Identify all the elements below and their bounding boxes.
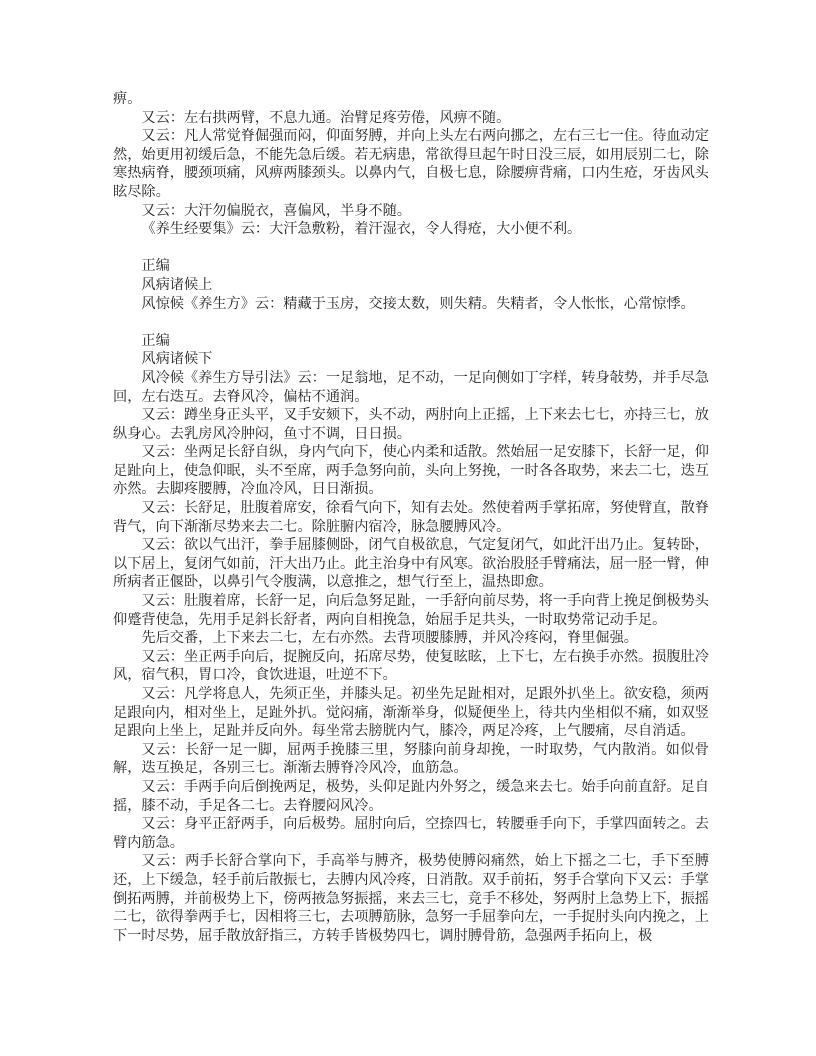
paragraph: 又云：坐两足长舒自纵，身内气向下，使心内柔和适散。然始屈一足安膝下，长舒一足，仰足趾向上，使急仰眠，头不至席，两手急努向前，头向上努挽，一时各各取势，来去二七，迭互亦然。去脚疼腰膊，冷血冷风，日日渐损。 — [113, 444, 709, 498]
paragraph: 痹。 — [113, 91, 142, 107]
paragraph: 又云：坐正两手向后，捉腕反向，拓席尽势，使复眩眩，上下七，左右换手亦然。损腹肚冷风，宿气积，胃口冷，食饮进退，吐逆不下。 — [113, 648, 709, 684]
paragraph: 又云：凡人常觉脊倔强而闷，仰面努膊，并向上头左右两向挪之，左右三七一住。待血动定然，始更用初缓后急，不能先急后缓。若无病患，常欲得旦起午时日没三辰，如用辰别二七，除寒热病脊，腰颈项痛，风痹两膝颈头。以鼻内气，自极七息，除腰痹背痛，口内生疮，牙齿风头眩尽除。 — [113, 128, 709, 200]
paragraph: 《养生经要集》云：大汗急敷粉，着汗湿衣，令人得疮，大小便不利。 — [141, 221, 582, 238]
paragraph: 又云：大汗勿偏脱衣，喜偏风，半身不随。 — [141, 202, 411, 219]
paragraph: 又云：凡学将息人，先须正坐，并膝头足。初坐先足趾相对，足跟外扒坐上。欲安稳，须两足跟向内，相对坐上，足趾外扒。觉闷痛，渐渐举身，似疑便坐上，待共内坐相似不痛，如双竖足跟向上坐上，足趾并反向外。每坐常去膀胱内气，膝冷，两足冷疼，上气腰痛，尽自消适。 — [113, 686, 709, 740]
paragraph: 又云：身平正舒两手，向后极势。屈肘向后，空捺四七，转腰垂手向下，手掌四面转之。去臂内筋急。 — [113, 816, 709, 851]
blank-line — [113, 313, 709, 332]
paragraph: 正编 — [141, 258, 170, 275]
paragraph: 又云：欲以气出汗，拳手屈膝侧卧，闭气自极欲息，气定复闭气，如此汗出乃止。复转卧，以下居上，复闭气如前，汗大出乃止。此主治身中有风寒。欲治股胫手臂痛法，屈一胫一臂，伸所病者正偃卧，以鼻引气令腹满，以意推之，想气行至上，温热即愈。 — [113, 537, 709, 591]
paragraph: 又云：两手长舒合掌向下，手高举与膊齐，极势使膊闷痛然，始上下摇之二七，手下至膊还，上下缓急，轻手前后散振七，去膊内风冷疼，日消散。双手前拓，努手合掌向下又云：手掌倒拓两膊，并前极势上下，傍两掖急努振摇，来去三七，竞手不移处，努两肘上急势上下，振摇二七，欲得拳两手七，因相将三七，去项膊筋脉，急努一手屈拳向左，一手捉肘头向内挽之，上下一时尽势，屈手散放舒指三，方转手皆极势四七，调肘膊骨筋，急强两手拓向上，极 — [113, 853, 709, 944]
paragraph: 又云：蹲坐身正头平，叉手安颏下，头不动，两肘向上正摇，上下来去七七，亦持三七，放纵身心。去乳房风冷肿闷，鱼寸不调，日日损。 — [113, 407, 709, 442]
paragraph: 风病诸候上 — [141, 276, 213, 293]
text-block — [113, 90, 709, 945]
paragraph: 风病诸候下 — [141, 351, 213, 368]
blank-line — [113, 239, 709, 258]
paragraph: 又云：肚腹着席，长舒一足，向后急努足趾，一手舒向前尽势，将一手向背上挽足倒极势头仰蹙背使急，先用手足斜长舒者，两向自相挽急，始屈手足共头，一时取势常记动手足。 — [113, 593, 709, 628]
paragraph: 风惊候《养生方》云：精藏于玉房，交接太数，则失精。失精者，令人怅怅，心常惊悸。 — [141, 295, 695, 312]
paragraph: 先后交番，上下来去二七，左右亦然。去背项腰膝膊，并风冷疼闷，脊里倔强。 — [141, 630, 638, 647]
paragraph: 又云：手两手向后倒挽两足，极势，头仰足趾内外努之，缓急来去七。始手向前直舒。足自摇，膝不动，手足各二七。去脊腰闷风冷。 — [113, 778, 709, 814]
paragraph: 又云：长舒足，肚腹着席安，徐看气向下，知有去处。然使着两手掌拓席，努使臂直，散脊背气，向下渐渐尽势来去二七。除脏腑内宿冷，脉急腰膊风冷。 — [113, 500, 709, 535]
paragraph: 正编 — [141, 332, 170, 349]
paragraph: 又云：长舒一足一脚，屈两手挽膝三里，努膝向前身却挽，一时取势，气内散消。如似骨解，迭互换足，各别三七。渐渐去膊脊冷风冷，血筋急。 — [113, 741, 709, 777]
paragraph: 风冷候《养生方导引法》云：一足翁地，足不动，一足向侧如丁字样，转身敧势，并手尽急回，左右迭互。去脊风冷，偏枯不通润。 — [113, 369, 709, 405]
paragraph: 又云：左右拱两臂，不息九通。治臂足疼劳倦，风痹不随。 — [141, 109, 511, 126]
